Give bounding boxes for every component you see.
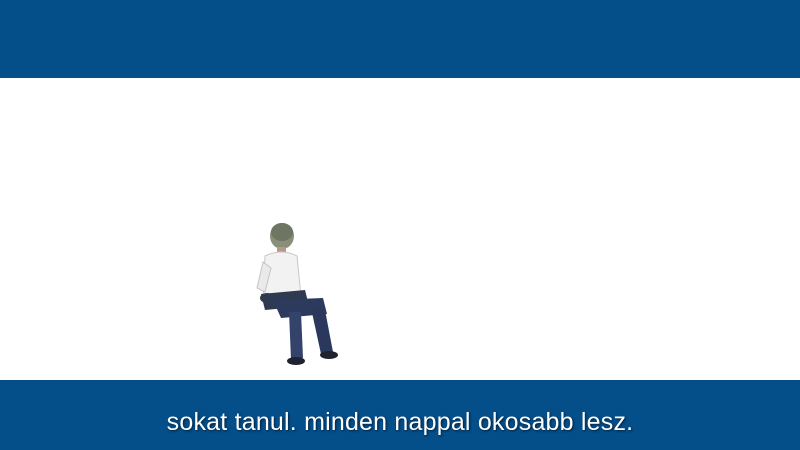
- video-stage: [0, 78, 800, 380]
- subtitle-text: sokat tanul. minden nappal okosabb lesz.: [166, 408, 634, 436]
- top-blue-band: [0, 0, 800, 78]
- seated-boy-figure: [245, 218, 350, 368]
